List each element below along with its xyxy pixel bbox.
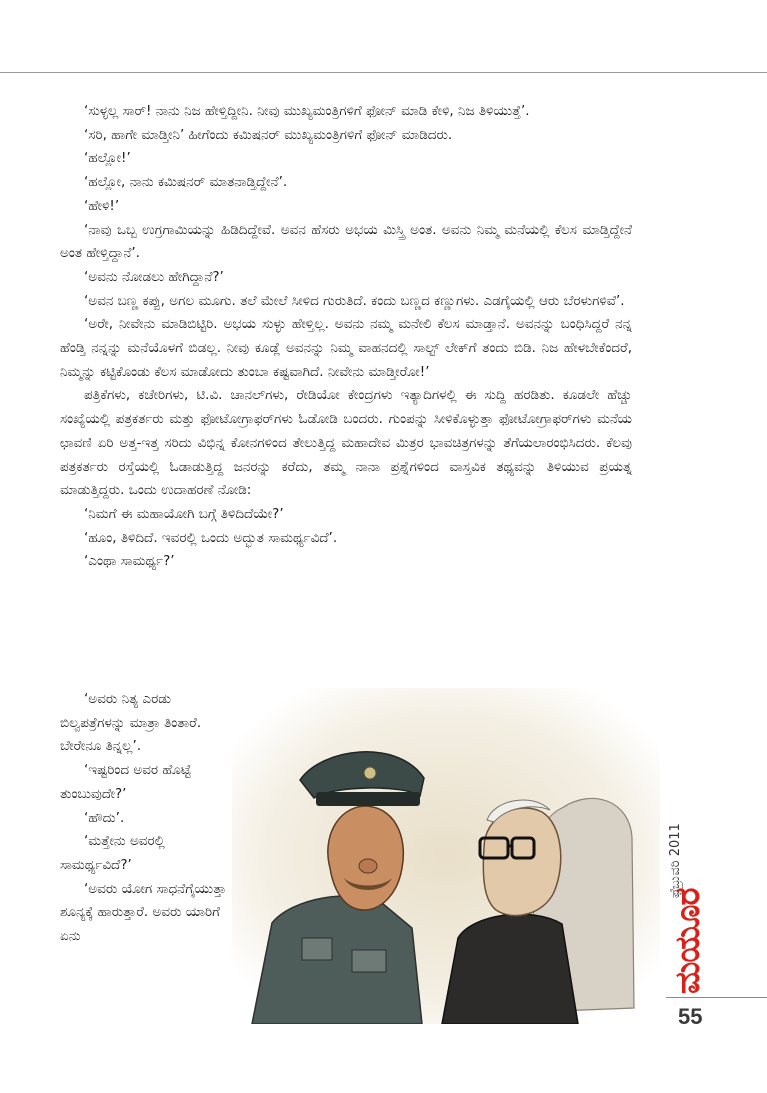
paragraph: ‘ಅವನು ನೋಡಲು ಹೇಗಿದ್ದಾನೆ?’ xyxy=(84,268,224,285)
issue-date-text: ಫೆಬ್ರುವರಿ 2011 xyxy=(668,823,683,898)
paragraph: ‘ಹಲ್ಲೋ, ನಾನು ಕಮಿಷನರ್ ಮಾತನಾಡ್ತಿದ್ದೇನೆ’. xyxy=(84,174,288,191)
paragraph: ‘ನಿಮಗೆ ಈ ಮಹಾಯೋಗಿ ಬಗ್ಗೆ ತಿಳಿದಿದೆಯೇ?’ xyxy=(84,505,284,522)
issue-date xyxy=(668,778,694,898)
paragraph: ‘ಸುಳ್ಳಲ್ಲ ಸಾರ್! ನಾನು ನಿಜ ಹೇಳ್ತಿದ್ದೀನಿ. ನೀವು ಮುಖ್ಯಮಂತ್ರಿಗಳಿಗೆ ಫೋನ್ ಮಾಡಿ ಕೇಳಿ, ನಿಜ ತಿಳಿಯುತ್ತೆ’. xyxy=(84,103,530,119)
paragraph: ‘ಹೌದು’. xyxy=(84,809,125,826)
footer-rule xyxy=(666,997,767,998)
narrow-column xyxy=(60,688,230,949)
paragraph: ‘ನಾವು ಒಬ್ಬ ಉಗ್ರಗಾಮಿಯನ್ನು ಹಿಡಿದಿದ್ದೇವೆ. ಅವನ ಹೆಸರು ಅಭಯ ಮಿಸ್ತ್ರಿ ಅಂತ. ಅವನು ನಿಮ್ಮ ಮನೆಯಲ್ಲಿ ಕೆಲಸ ಮಾಡ್ತಿದ್ದೇನೆ ಅಂತ ಹೇಳ್ತಿದ್ದಾನೆ’. xyxy=(60,221,632,262)
story-illustration xyxy=(232,688,660,1024)
paragraph: ‘ಮತ್ತೇನು ಅವರಲ್ಲಿ ಸಾಮರ್ಥ್ಯವಿದೆ?’ xyxy=(60,833,165,873)
paragraph: ‘ಇಷ್ಟರಿಂದ ಅವರ ಹೊಟ್ಟೆ ತುಂಬುವುದೇ?’ xyxy=(60,762,192,802)
paragraph: ‘ಹಲ್ಲೋ!’ xyxy=(84,150,131,167)
paragraph: ‘ಅವನ ಬಣ್ಣ ಕಪ್ಪು, ಅಗಲ ಮೂಗು. ತಲೆ ಮೇಲೆ ಸೀಳಿದ ಗುರುತಿದೆ. ಕಂದು ಬಣ್ಣದ ಕಣ್ಣುಗಳು. ಎಡಗೈಯಲ್ಲಿ ಆರು ಬೆರಳುಗಳಿವೆ’. xyxy=(84,292,625,309)
header-rule xyxy=(0,72,767,73)
magazine-logo-text: ಮಯೂರ xyxy=(668,888,708,994)
paragraph: ‘ಅವರು ನಿತ್ಯ ಎರಡು ಬಿಲ್ವಪತ್ರೆಗಳನ್ನು ಮಾತ್ರಾ ತಿಂತಾರೆ. ಬೇರೇನೂ ತಿನ್ನಲ್ಲ’. xyxy=(60,691,202,755)
paragraph: ‘ಅವರು ಯೋಗ ಸಾಧನೆಗೈಯುತ್ತಾ ಶೂನ್ಯಕ್ಕೆ ಹಾರುತ್ತಾರೆ. ಅವರು ಯಾರಿಗೆ ಏನು xyxy=(60,880,227,945)
magazine-logo xyxy=(668,888,712,994)
paragraph: ‘ಹೇಳಿ!’ xyxy=(84,197,120,214)
paragraph: ‘ಸರಿ, ಹಾಗೇ ಮಾಡ್ತೀನಿ’ ಹೀಗೆಂದು ಕಮಿಷನರ್ ಮುಖ್ಯಮಂತ್ರಿಗಳಿಗೆ ಫೋನ್ ಮಾಡಿದರು. xyxy=(84,126,453,143)
paragraph: ‘ಅರೇ, ನೀವೇನು ಮಾಡಿಬಿಟ್ಟಿರಿ. ಅಭಯ ಸುಳ್ಳು ಹೇಳ್ತಿಲ್ಲ. ಅವನು ನಮ್ಮ ಮನೇಲಿ ಕೆಲಸ ಮಾಡ್ತಾನೆ. ಅವನನ್ನು ಬಂಧಿಸಿದ್ದರೆ ನನ್ನ ಹೆಂಡ್ತಿ ನನ್ನನ್ನು ಮನೆಯೊಳಗೆ ಬಿಡಲ್ಲ. ನೀವು ಕೂಡ್ಲೆ ಅವನನ್ನು ನಿಮ್ಮ ವಾಹನದಲ್ಲಿ ಸಾಲ್ಟ್ ಲೇಕ್‌ಗೆ ತಂದು ಬಿಡಿ. ನಿಜ ಹೇಳಬೇಕೆಂದರೆ, ನಿಮ್ಮನ್ನು ಕಟ್ಟಿಕೊಂಡು ಕೆಲಸ ಮಾಡೋದು ತುಂಬಾ ಕಷ್ಟವಾಗಿದೆ. ನೀವೇನು ಮಾಡ್ತೀರೋ!’ xyxy=(60,316,632,380)
page-number: 55 xyxy=(678,1004,703,1029)
paragraph: ಪತ್ರಿಕೆಗಳು, ಕಚೇರಿಗಳು, ಟಿ.ವಿ. ಚಾನಲ್‌ಗಳು, ರೇಡಿಯೋ ಕೇಂದ್ರಗಳು ಇತ್ಯಾದಿಗಳಲ್ಲಿ ಈ ಸುದ್ದಿ ಹರಡಿತು. ಕೂಡಲೇ ಹೆಚ್ಚು ಸಂಖ್ಯೆಯಲ್ಲಿ ಪತ್ರಕರ್ತರು ಮತ್ತು ಫೋಟೋಗ್ರಾಫರ್‌ಗಳು ಓಡೋಡಿ ಬಂದರು. ಗುಂಪನ್ನು ಸೀಳಿಕೊಳ್ಳುತ್ತಾ ಫೋಟೋಗ್ರಾಫರ್‌ಗಳು ಮನೆಯ ಛಾವಣಿ ಏರಿ ಅತ್ತ-ಇತ್ತ ಸರಿದು ವಿಭಿನ್ನ ಕೋನಗಳಿಂದ ತೇಲುತ್ತಿದ್ದ ಮಹಾದೇವ ಮಿತ್ರರ ಭಾವಚಿತ್ರಗಳನ್ನು ತೆಗೆಯಲಾರಂಭಿಸಿದರು. ಕೆಲವು ಪತ್ರಕರ್ತರು ರಸ್ತೆಯಲ್ಲಿ ಓಡಾಡುತ್ತಿದ್ದ ಜನರನ್ನು ಕರೆದು, ತಮ್ಮ ನಾನಾ ಪ್ರಶ್ನೆಗಳಿಂದ ವಾಸ್ತವಿಕ ತಥ್ಯವನ್ನು ತಿಳಿಯುವ ಪ್ರಯತ್ನ ಮಾಡುತ್ತಿದ್ದರು. ಒಂದು ಉದಾಹರಣೆ ನೋಡಿ: xyxy=(60,387,632,499)
article-body xyxy=(60,100,632,574)
paragraph: ‘ಎಂಥಾ ಸಾಮರ್ಥ್ಯ?’ xyxy=(84,553,175,570)
paragraph: ‘ಹೂಂ, ತಿಳಿದಿದೆ. ಇವರಲ್ಲಿ ಒಂದು ಅದ್ಭುತ ಸಾಮರ್ಥ್ಯವಿದೆ’. xyxy=(84,529,338,546)
